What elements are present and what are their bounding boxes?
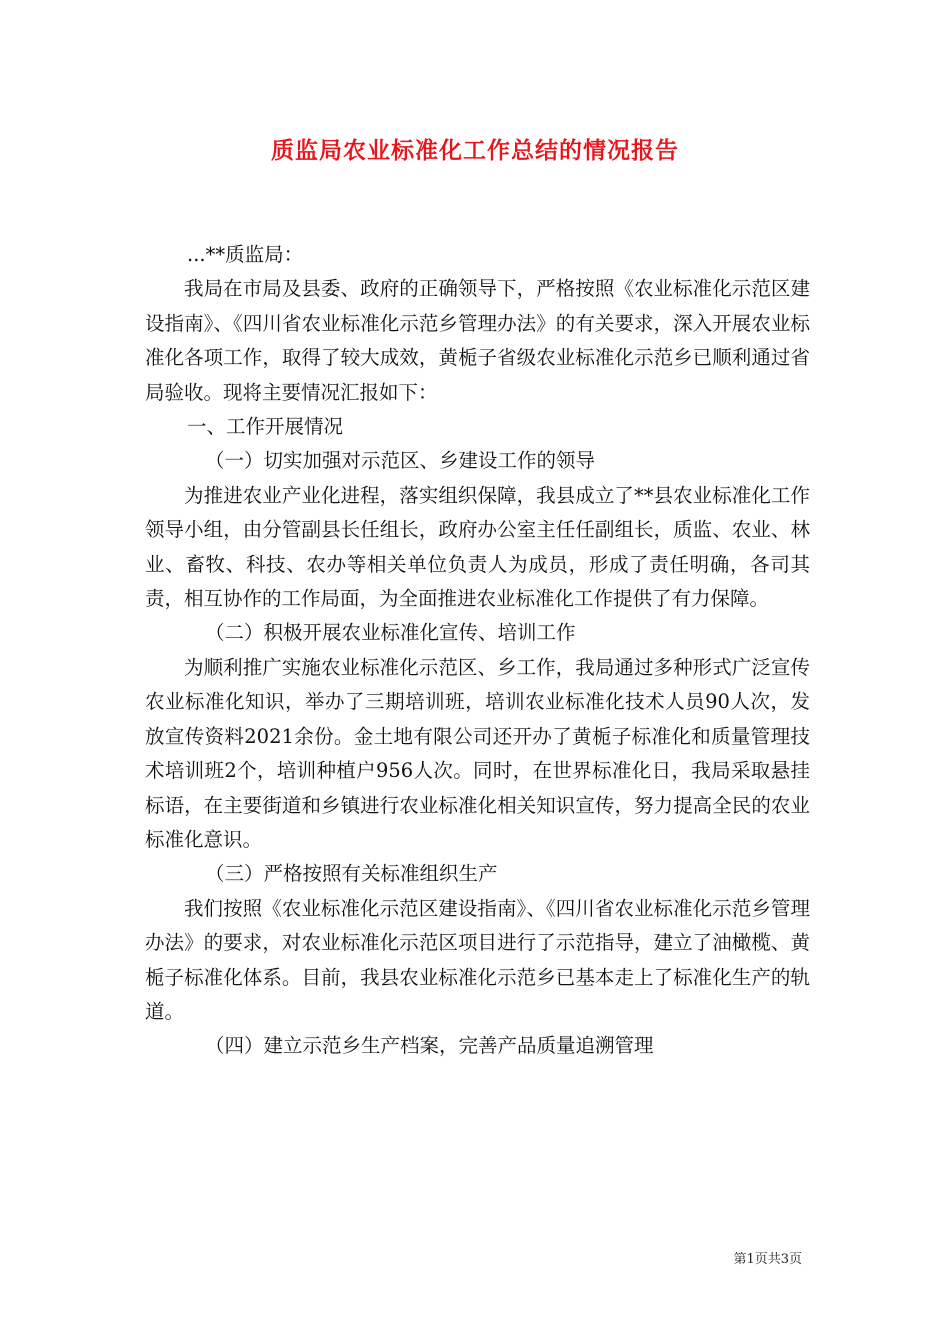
subsection-heading-2: （二）积极开展农业标准化宣传、培训工作 (205, 621, 576, 645)
document-title: 质监局农业标准化工作总结的情况报告 (271, 137, 679, 164)
intro-paragraph: 我局在市局及县委、政府的正确领导下，严格按照《农业标准化示范区建设指南》、《四川省农业标准化示范乡管理办法》的有关要求，深入开展农业标准化各项工作，取得了较大成效，黄栀子省级农业标准化示范乡已顺利通过省局验收。现将主要情况汇报如下： (145, 277, 810, 404)
salutation: ...**质监局： (187, 243, 304, 266)
subsection-heading-1: （一）切实加强对示范区、乡建设工作的领导 (205, 449, 596, 473)
document-body (145, 238, 810, 1064)
page-number: 第1页共3页 (733, 1252, 802, 1267)
subsection-paragraph-3: 我们按照《农业标准化示范区建设指南》、《四川省农业标准化示范乡管理办法》的要求，对农业标准化示范区项目进行了示范指导，建立了油橄榄、黄栀子标准化体系。目前，我县农业标准化示范乡已基本走上了标准化生产的轨道。 (145, 896, 810, 1023)
subsection-heading-3: （三）严格按照有关标准组织生产 (205, 862, 498, 886)
subsection-heading-4: （四）建立示范乡生产档案，完善产品质量追溯管理 (205, 1034, 654, 1058)
subsection-paragraph-2: 为顺利推广实施农业标准化示范区、乡工作，我局通过多种形式广泛宣传农业标准化知识，举办了三期培训班，培训农业标准化技术人员90人次，发放宣传资料2021余份。金土地有限公司还开办了黄栀子标准化和质量管理技术培训班2个，培训种植户956人次。同时，在世界标准化日，我局采取悬挂标语，在主要街道和乡镇进行农业标准化相关知识宣传，努力提高全民的农业标准化意识。 (145, 655, 810, 851)
subsection-paragraph-1: 为推进农业产业化进程，落实组织保障，我县成立了**县农业标准化工作领导小组，由分管副县长任组长，政府办公室主任任副组长，质监、农业、林业、畜牧、科技、农办等相关单位负责人为成员，形成了责任明确，各司其责，相互协作的工作局面，为全面推进农业标准化工作提供了有力保障。 (145, 483, 810, 611)
section-heading-1: 一、工作开展情况 (187, 415, 344, 439)
